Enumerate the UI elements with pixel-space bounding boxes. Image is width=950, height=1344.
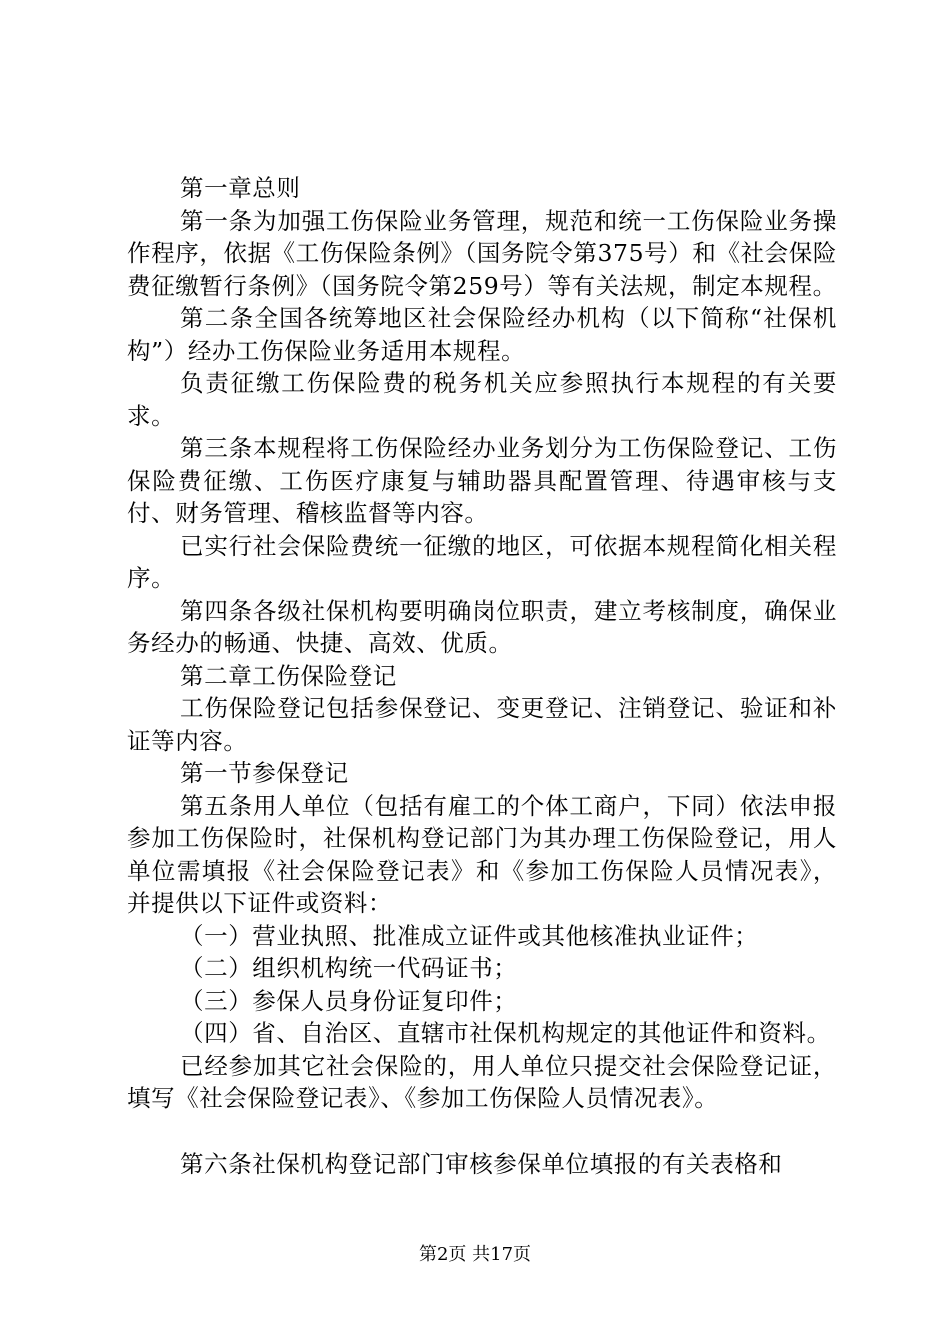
registration-scope-paragraph: 工伤保险登记包括参保登记、变更登记、注销登记、验证和补证等内容。: [127, 694, 837, 755]
existing-insurance-paragraph: 已经参加其它社会保险的，用人单位只提交社会保险登记证，填写《社会保险登记表》、《参加工伤保险人员情况表》。: [127, 1051, 837, 1112]
article-4-paragraph: 第四条各级社保机构要明确岗位职责，建立考核制度，确保业务经办的畅通、快捷、高效、优质。: [127, 596, 837, 657]
list-item-3: （三）参保人员身份证复印件；: [180, 986, 518, 1015]
document-body: [127, 172, 837, 1180]
article-6-paragraph: 第六条社保机构登记部门审核参保单位填报的有关表格和: [180, 1149, 783, 1178]
page-number-footer: 第2页 共17页: [418, 1244, 532, 1265]
list-item-1: （一）营业执照、批准成立证件或其他核准执业证件；: [180, 921, 759, 950]
chapter-1-heading: 第一章总则: [180, 174, 301, 202]
article-2-paragraph: 第二条全国各统筹地区社会保险经办机构（以下简称“社保机构”）经办工伤保险业务适用本规程。: [127, 304, 837, 365]
list-item-2: （二）组织机构统一代码证书；: [180, 954, 518, 982]
article-3-paragraph: 第三条本规程将工伤保险经办业务划分为工伤保险登记、工伤保险费征缴、工伤医疗康复与辅助器具配置管理、待遇审核与支付、财务管理、稽核监督等内容。: [127, 434, 837, 527]
article-5-paragraph: 第五条用人单位（包括有雇工的个体工商户，下同）依法申报参加工伤保险时，社保机构登记部门为其办理工伤保险登记，用人单位需填报《社会保险登记表》和《参加工伤保险人员情况表》，并提供以下证件或资料：: [127, 791, 837, 917]
article-1-paragraph: 第一条为加强工伤保险业务管理，规范和统一工伤保险业务操作程序，依据《工伤保险条例》（国务院令第375号）和《社会保险费征缴暂行条例》（国务院令第259号）等有关法规，制定本规程。: [127, 206, 837, 300]
chapter-2-heading: 第二章工伤保险登记: [180, 661, 397, 690]
tax-authority-paragraph: 负责征缴工伤保险费的税务机关应参照执行本规程的有关要求。: [127, 369, 837, 430]
list-item-4: （四）省、自治区、直辖市社保机构规定的其他证件和资料。: [180, 1019, 831, 1047]
section-1-heading: 第一节参保登记: [180, 759, 349, 787]
unified-collection-paragraph: 已实行社会保险费统一征缴的地区，可依据本规程简化相关程序。: [127, 531, 837, 592]
